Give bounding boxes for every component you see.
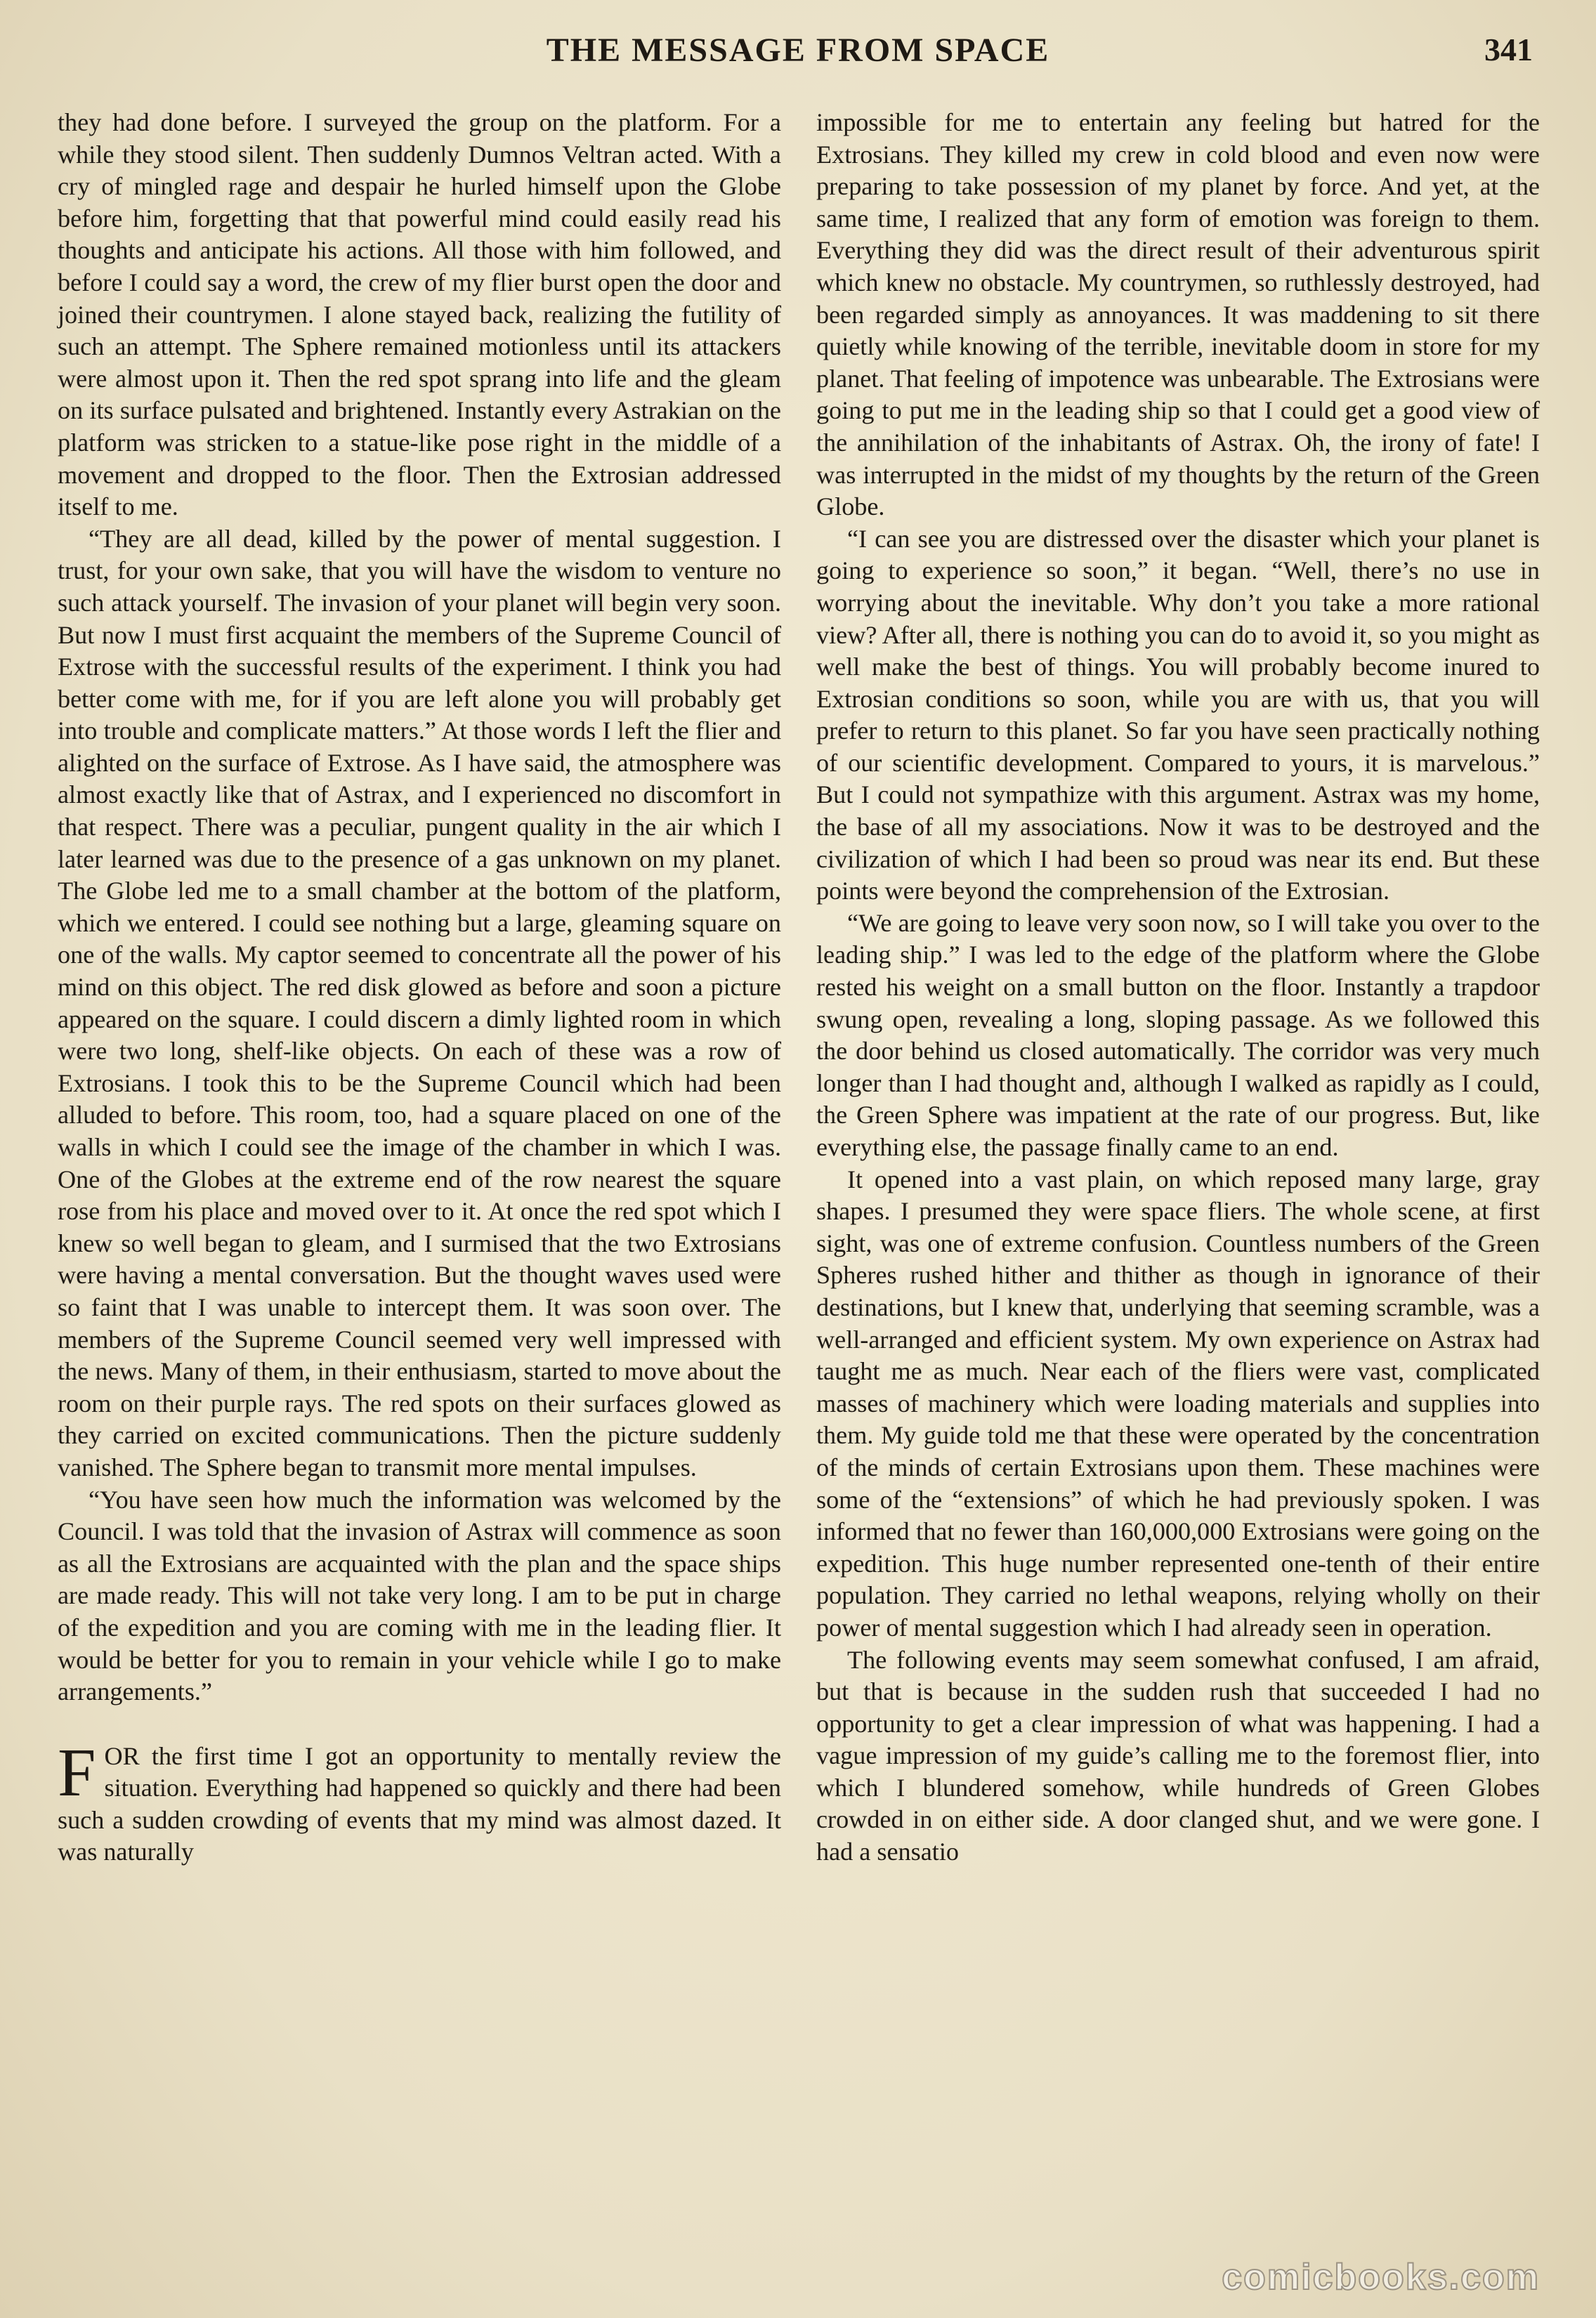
right-column — [816, 107, 1540, 1868]
paragraph: “They are all dead, killed by the power of mental suggestion. I trust, for your own sake, that you will have the wisdom to venture no such attack yourself. The invasion of your planet will begin very soon. But now I must first acquaint the members of the Supreme Council of Extrose with the successful results of the experiment. I think you had better come with me, for if you are left alone you will probably get into trouble and complicate matters.” At those words I left the flier and alighted on the surface of Extrose. As I have said, the atmosphere was almost exactly like that of Astrax, and I experienced no discomfort in that respect. There was a peculiar, pungent quality in the air which I later learned was due to the presence of a gas unknown on my planet. The Globe led me to a small chamber at the bottom of the platform, which we entered. I could see nothing but a large, gleaming square on one of the walls. My captor seemed to concentrate all the power of his mind on this object. The red disk glowed as before and soon a picture appeared on the square. I could discern a dimly lighted room in which were two long, shelf-like objects. On each of these was a row of Extrosians. I took this to be the Supreme Council which had been alluded to before. This room, too, had a square placed on one of the walls in which I could see the image of the chamber in which I was. One of the Globes at the extreme end of the row nearest the square rose from his place and moved over to it. At once the red spot which I knew so well began to gleam, and I surmised that the two Extrosians were having a mental conversation. But the thought waves used were so faint that I was unable to intercept them. It was soon over. The members of the Supreme Council seemed very well impressed with the news. Many of them, in their enthusiasm, started to move about the room on their purple rays. The red spots on their surfaces glowed as they carried on excited communications. Then the picture suddenly vanished. The Sphere began to transmit more mental impulses. — [58, 524, 781, 1481]
paragraph: It opened into a vast plain, on which reposed many large, gray shapes. I presumed they were space fliers. The whole scene, at first sight, was one of extreme confusion. Countless numbers of the Green Spheres rushed hither and thither as though in ignorance of their destinations, but I knew that, underlying that seeming scramble, was a well-arranged and efficient system. My own experience on Astrax had taught me as much. Near each of the fliers were vast, complicated masses of machinery which were loading materials and supplies into them. My guide told me that these were operated by the concentration of the minds of certain Extrosians upon them. These machines were some of the “extensions” of which he had previously spoken. I was informed that no fewer than 160,000,000 Extrosians were going on the expedition. This huge number represented one-tenth of their entire population. They carried no lethal weapons, relying wholly on their power of mental suggestion which I had already seen in operation. — [816, 1165, 1540, 1642]
watermark-text: comicbooks.com — [1222, 2257, 1540, 2298]
page-title: THE MESSAGE FROM SPACE — [546, 32, 1050, 69]
paragraph: “We are going to leave very soon now, so I will take you over to the leading ship.” I was led to the edge of the platform where the Globe rested his weight on a small button on the floor. Instantly a trapdoor swung open, revealing a long, sloping passage. As we followed this the door behind us closed automatically. The corridor was very much longer than I had thought and, although I walked as rapidly as I could, the Green Sphere was impatient at the rate of our progress. But, like everything else, the passage finally came to an end. — [816, 908, 1540, 1161]
paragraph: impossible for me to entertain any feeling but hatred for the Extrosians. They killed my crew in cold blood and even now were preparing to take possession of my planet by force. And yet, at the same time, I realized that any form of emotion was foreign to them. Everything they did was the direct result of their adventurous spirit which knew no obstacle. My countrymen, so ruthlessly destroyed, had been regarded simply as annoyances. It was maddening to sit there quietly while knowing of the terrible, inevitable doom in store for my planet. That feeling of impotence was unbearable. The Extrosians were going to put me in the leading ship so that I could get a good view of the annihilation of the inhabitants of Astrax. Oh, the irony of fate! I was interrupted in the midst of my thoughts by the return of the Green Globe. — [816, 108, 1540, 521]
page-number: 341 — [1484, 32, 1533, 67]
dropcap-paragraph — [58, 1734, 781, 1868]
left-column — [58, 107, 781, 1868]
paragraph: “You have seen how much the information was welcomed by the Council. I was told that the invasion of Astrax will commence as soon as all the Extrosians are acquainted with the plan and the space ships are made ready. This will not take very long. I am to be put in charge of the expedition and you are coming with me in the leading flier. It would be better for you to remain in your vehicle while I go to make arrangements.” — [58, 1485, 781, 1706]
paragraph: “I can see you are distressed over the disaster which your planet is going to experience so soon,” it began. “Well, there’s no use in worrying about the inevitable. Why don’t you take a more rational view? After all, there is nothing you can do to avoid it, so you might as well make the best of things. You will probably become inured to Extrosian conditions so soon, while you are with us, that you will prefer to return to this planet. So far you have seen practically nothing of our scientific development. Compared to yours, it is marvelous.” But I could not sympathize with this argument. Astrax was my home, the base of all my associations. Now it was to be destroyed and the civilization of which I had been so proud was near its end. But these points were beyond the comprehension of the Extrosian. — [816, 524, 1540, 905]
paragraph-text: OR the first time I got an opportunity to mentally review the situation. Everything had happened so quickly and there had been such a sudden crowding of events that my mind was almost dazed. It was naturally — [58, 1741, 781, 1866]
running-header — [56, 31, 1540, 80]
paragraph: The following events may seem somewhat confused, I am afraid, but that is because in the sudden rush that succeeded I had no opportunity to get a clear impression of what was happening. I had a vague impression of my guide’s calling me to the foremost flier, into which I blundered somehow, while hundreds of Green Globes crowded in on either side. A door clanged shut, and we were gone. I had a sensatio — [816, 1645, 1540, 1866]
drop-cap: F — [58, 1734, 96, 1811]
paragraph: they had done before. I surveyed the group on the platform. For a while they stood silent. Then suddenly Dumnos Veltran acted. With a cry of mingled rage and despair he hurled himself upon the Globe before him, forgetting that that powerful mind could easily read his thoughts and anticipate his actions. All those with him followed, and before I could say a word, the crew of my flier burst open the door and joined their countrymen. I alone stayed back, realizing the futility of such an attempt. The Sphere remained motionless until its attackers were almost upon it. Then the red spot sprang into life and the gleam on its surface pulsated and brightened. Instantly every Astrakian on the platform was stricken to a statue-like pose right in the middle of a movement and dropped to the floor. Then the Extrosian addressed itself to me. — [58, 108, 781, 521]
